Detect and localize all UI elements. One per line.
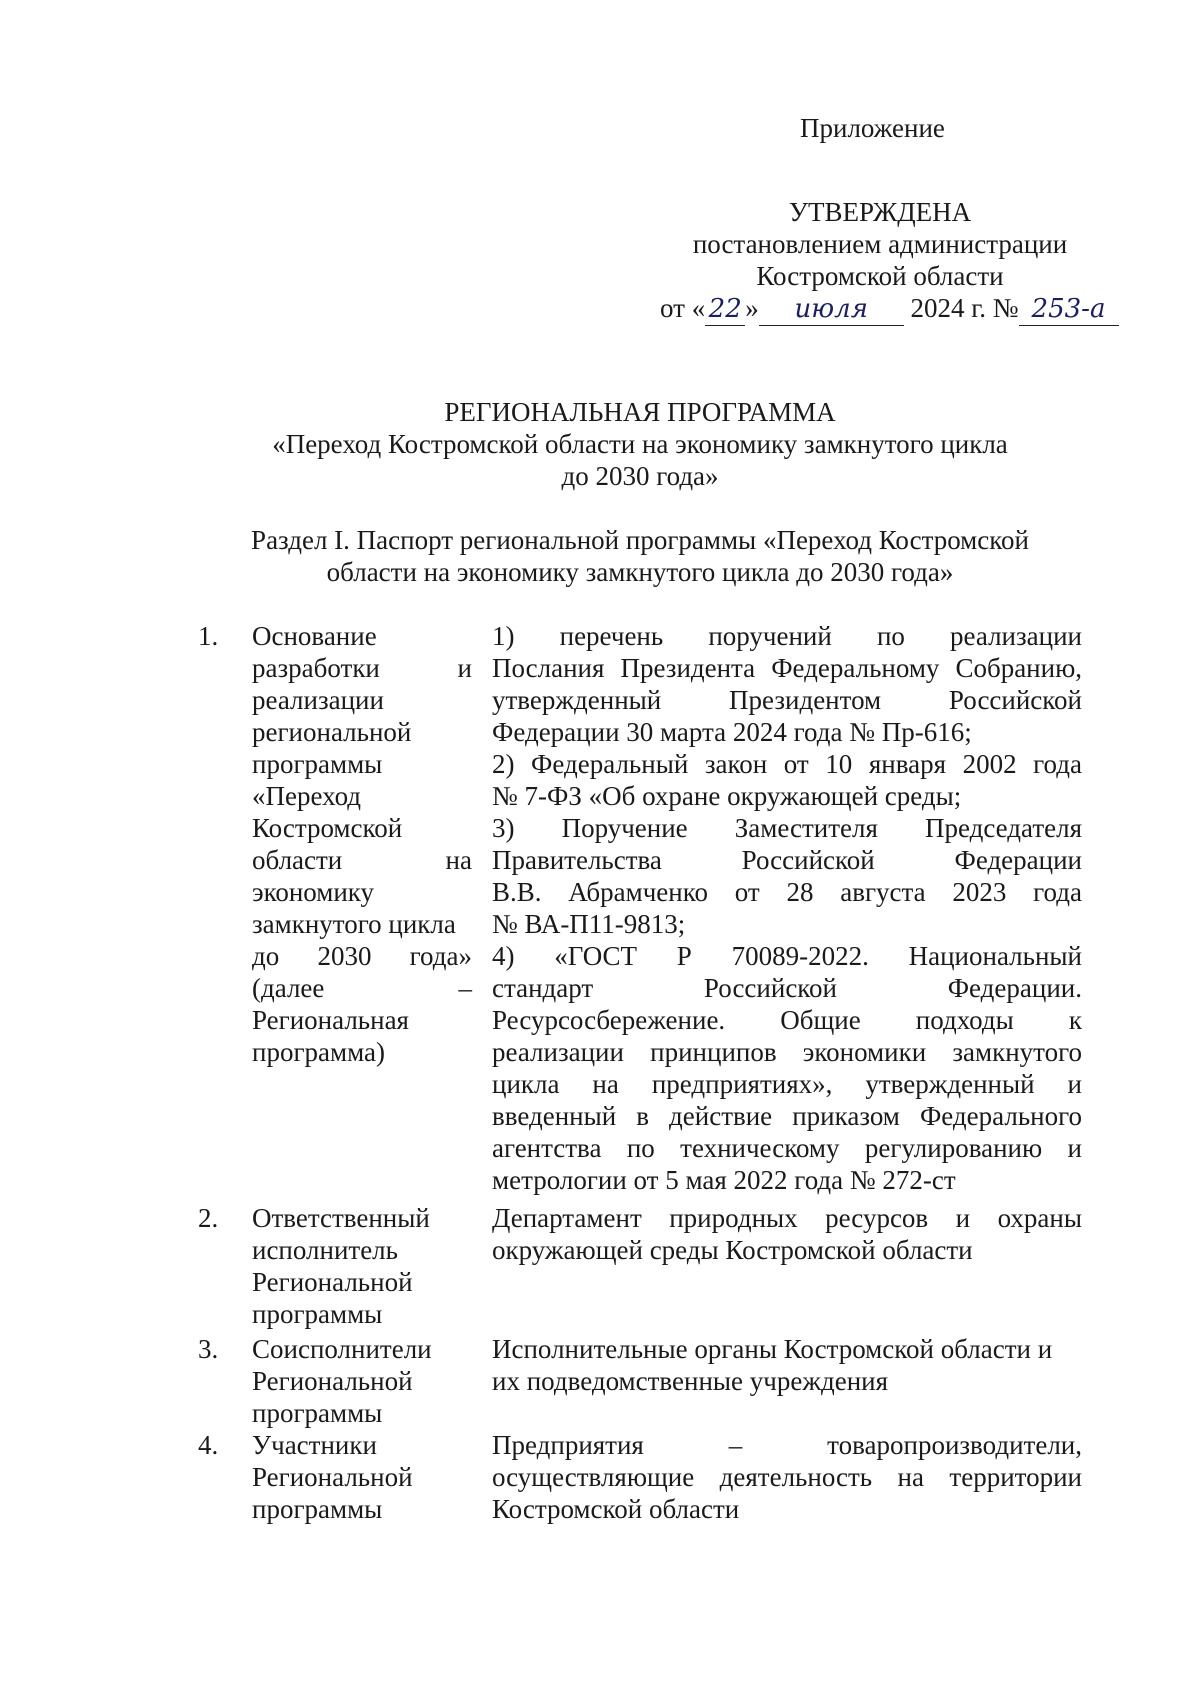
program-title bbox=[200, 396, 1080, 492]
value-line: стандарт Российской Федерации. bbox=[492, 973, 1082, 1003]
value-line: метрологии от 5 мая 2022 года № 272-ст bbox=[492, 1165, 956, 1195]
label-line: до 2030 года» bbox=[252, 941, 472, 971]
decree-date-line bbox=[660, 292, 1180, 326]
label-line: Региональной bbox=[252, 1366, 413, 1396]
label-line: программа) bbox=[252, 1037, 385, 1067]
label-line: (далее – bbox=[252, 973, 472, 1003]
value-line: Предприятия – товаропроизводители, bbox=[492, 1430, 1082, 1460]
label-line: программы bbox=[252, 1398, 383, 1428]
label-line: программы bbox=[252, 749, 383, 779]
value-line: Правительства Российской Федерации bbox=[492, 845, 1082, 875]
row-label bbox=[252, 620, 472, 1068]
value-line: Ресурсосбережение. Общие подходы к bbox=[492, 1005, 1082, 1035]
value-line: № 7-ФЗ «Об охране окружающей среды; bbox=[492, 781, 962, 811]
date-day-handwritten: 22 bbox=[705, 293, 745, 326]
label-line: Региональной bbox=[252, 1267, 413, 1297]
label-line: Ответственный bbox=[252, 1203, 430, 1233]
value-line: 1) перечень поручений по реализации bbox=[492, 621, 1082, 651]
value-line: В.В. Абрамченко от 28 августа 2023 года bbox=[492, 877, 1082, 907]
approved-label: УТВЕРЖДЕНА bbox=[788, 197, 972, 227]
label-line: экономику bbox=[252, 877, 375, 907]
date-prefix: от « bbox=[660, 293, 706, 323]
label-line: разработки и bbox=[252, 653, 472, 683]
row-value bbox=[492, 1333, 1082, 1397]
label-line: замкнутого цикла bbox=[252, 909, 456, 939]
row-number: 3. bbox=[198, 1334, 219, 1364]
value-line: агентства по техническому регулированию и bbox=[492, 1133, 1082, 1163]
date-mid: » bbox=[745, 293, 759, 323]
decree-label: постановлением администрации bbox=[692, 229, 1068, 259]
section-heading bbox=[160, 524, 1120, 588]
label-line: исполнитель bbox=[252, 1235, 398, 1265]
label-line: реализации bbox=[252, 685, 384, 715]
row-value bbox=[492, 1202, 1082, 1266]
decree-number-handwritten: 253-а bbox=[1019, 293, 1119, 326]
value-line: 3) Поручение Заместителя Председателя bbox=[492, 813, 1082, 843]
approval-block bbox=[640, 196, 1120, 292]
label-line: программы bbox=[252, 1494, 383, 1524]
region-label: Костромской области bbox=[756, 261, 1004, 291]
value-line: 4) «ГОСТ Р 70089-2022. Национальный bbox=[492, 941, 1082, 971]
value-line: введенный в действие приказом Федерального bbox=[492, 1101, 1082, 1131]
value-line: Послания Президента Федеральному Собранию, bbox=[492, 653, 1082, 683]
label-line: «Переход bbox=[252, 781, 362, 811]
program-title-line2: «Переход Костромской области на экономику замкнутого цикла bbox=[272, 429, 1008, 459]
value-line: Костромской области bbox=[492, 1494, 740, 1524]
label-line: Региональная bbox=[252, 1005, 409, 1035]
value-line: Исполнительные органы Костромской области и bbox=[492, 1334, 1053, 1364]
row-label bbox=[252, 1429, 472, 1525]
value-line: окружающей среды Костромской области bbox=[492, 1235, 973, 1265]
row-label bbox=[252, 1333, 472, 1429]
label-line: Основание bbox=[252, 621, 377, 651]
date-year: 2024 г. № bbox=[910, 293, 1019, 323]
value-line: их подведомственные учреждения bbox=[492, 1366, 889, 1396]
program-title-line1: РЕГИОНАЛЬНАЯ ПРОГРАММА bbox=[444, 397, 836, 427]
date-month-handwritten: июля bbox=[759, 293, 904, 326]
row-value bbox=[492, 1429, 1082, 1525]
label-line: Участники bbox=[252, 1430, 377, 1460]
value-line: № ВА-П11-9813; bbox=[492, 909, 686, 939]
label-line: Региональной bbox=[252, 1462, 413, 1492]
row-number: 4. bbox=[198, 1430, 219, 1460]
appendix-label: Приложение bbox=[800, 113, 945, 143]
label-line: Соисполнители bbox=[252, 1334, 432, 1364]
label-line: области на bbox=[252, 845, 472, 875]
label-line: региональной bbox=[252, 717, 412, 747]
row-number: 2. bbox=[198, 1203, 219, 1233]
value-line: Департамент природных ресурсов и охраны bbox=[492, 1203, 1082, 1233]
value-line: Федерации 30 марта 2024 года № Пр-616; bbox=[492, 717, 972, 747]
row-label bbox=[252, 1202, 472, 1330]
row-number: 1. bbox=[198, 621, 219, 651]
row-value bbox=[492, 620, 1082, 1196]
value-line: осуществляющие деятельность на территории bbox=[492, 1462, 1082, 1492]
value-line: цикла на предприятиях», утвержденный и bbox=[492, 1069, 1082, 1099]
value-line: утвержденный Президентом Российской bbox=[492, 685, 1082, 715]
program-title-line3: до 2030 года» bbox=[561, 461, 719, 491]
section-heading-line2: области на экономику замкнутого цикла до 2030 года» bbox=[326, 557, 954, 587]
label-line: программы bbox=[252, 1299, 383, 1329]
label-line: Костромской bbox=[252, 813, 403, 843]
value-line: реализации принципов экономики замкнутого bbox=[492, 1037, 1082, 1067]
section-heading-line1: Раздел I. Паспорт региональной программы «Переход Костромской bbox=[251, 525, 1029, 555]
value-line: 2) Федеральный закон от 10 января 2002 года bbox=[492, 749, 1082, 779]
